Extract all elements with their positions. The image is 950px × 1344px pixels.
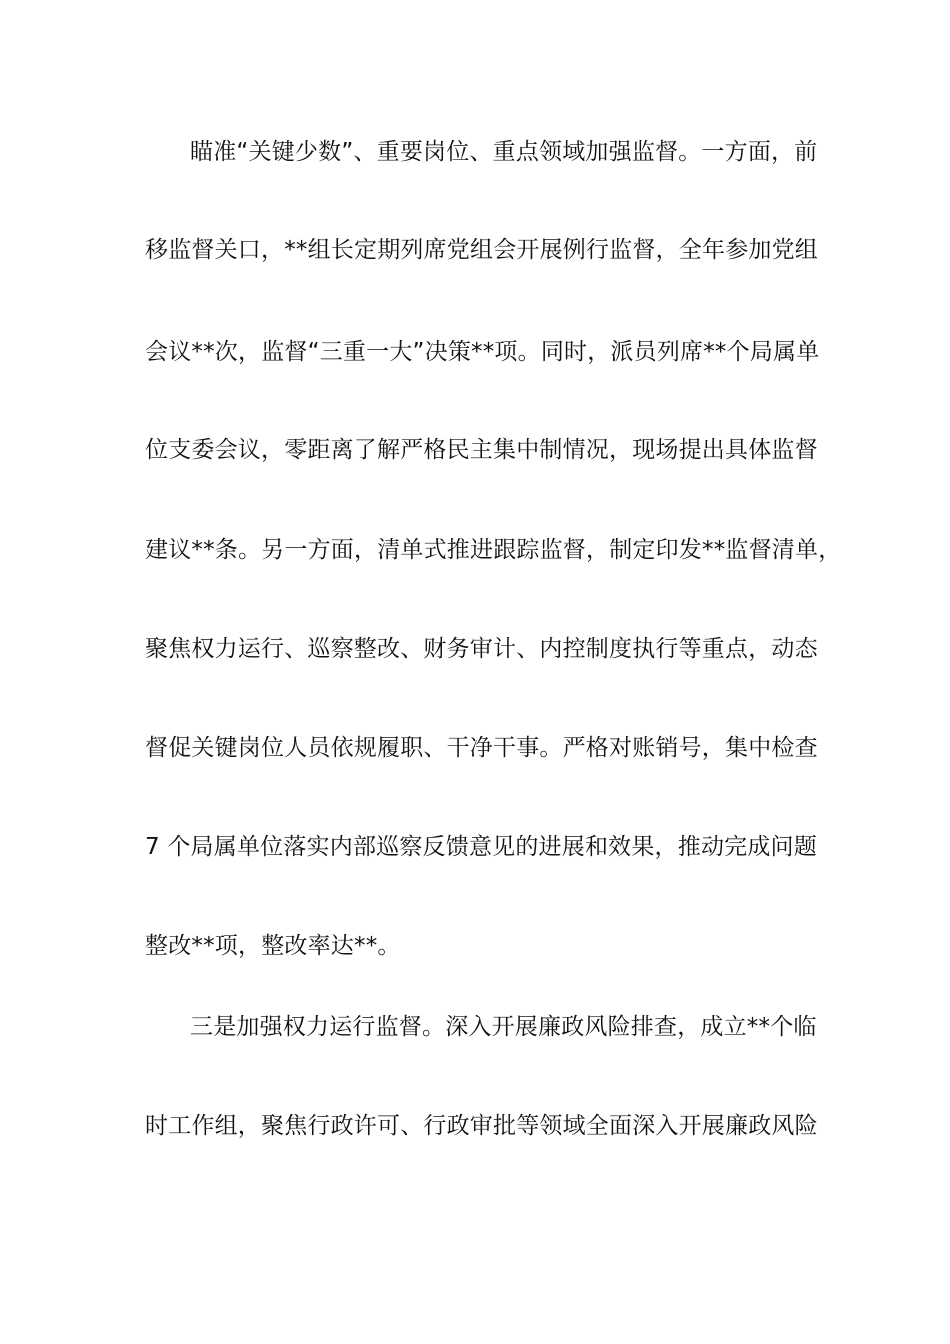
paragraph-line: 督促关键岗位人员依规履职、干净干事。严格对账销号，集中检查	[145, 735, 818, 761]
paragraph-line: 会议**次，监督“三重一大”决策**项。同时，派员列席**个局属单	[145, 339, 820, 365]
paragraph-line: 三是加强权力运行监督。深入开展廉政风险排查，成立**个临	[190, 1014, 817, 1040]
paragraph-line: 建议**条。另一方面，清单式推进跟踪监督，制定印发**监督清单，	[145, 537, 842, 563]
paragraph-line: 整改**项，整改率达**。	[145, 933, 401, 959]
paragraph-line: 移监督关口，**组长定期列席党组会开展例行监督，全年参加党组	[145, 237, 818, 263]
paragraph-line: 位支委会议，零距离了解严格民主集中制情况，现场提出具体监督	[145, 437, 818, 463]
paragraph-line: 时工作组，聚焦行政许可、行政审批等领域全面深入开展廉政风险	[145, 1113, 818, 1139]
paragraph-line: 聚焦权力运行、巡察整改、财务审计、内控制度执行等重点，动态	[145, 636, 818, 662]
paragraph-line: 7 个局属单位落实内部巡察反馈意见的进展和效果，推动完成问题	[145, 834, 817, 860]
paragraph-line: 瞄准“关键少数”、重要岗位、重点领域加强监督。一方面，前	[190, 139, 818, 165]
